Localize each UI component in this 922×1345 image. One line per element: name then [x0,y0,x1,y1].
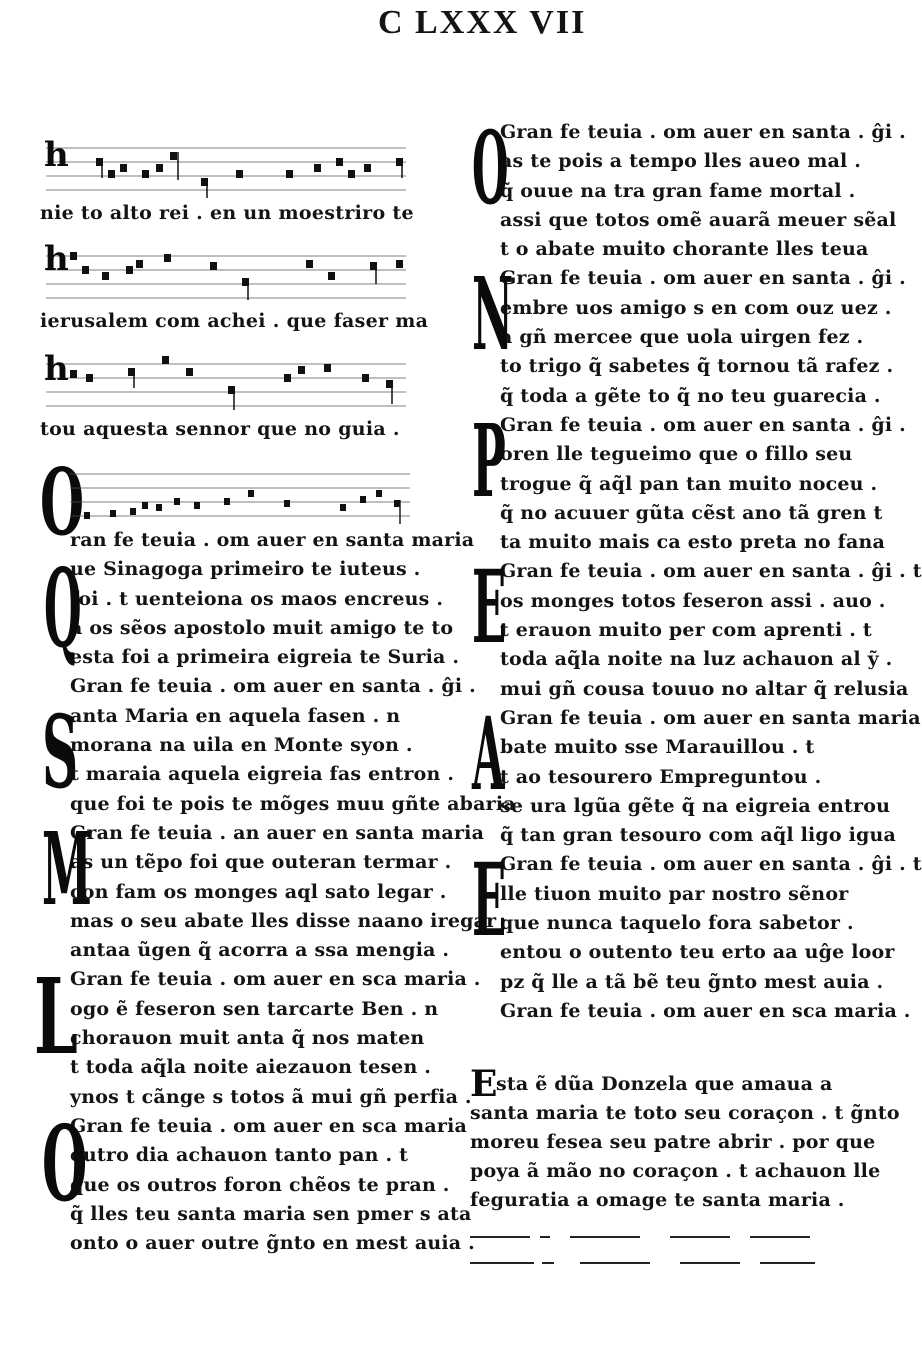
text-line: ran fe teuia . om auer en santa maria [70,529,475,551]
text-line: os monges totos feseron assi . auo . [500,589,886,612]
refrain-line: Gran fe teuia . om auer en sca maria . [500,999,911,1022]
text-line: q̃ lles teu santa maria sen pmer s ata [70,1202,472,1225]
text-line: Gran fe teuia . om auer en santa . ĝi . t [500,560,922,583]
neume-notation [70,460,410,526]
text-line: toda aq̃la noite na luz achauon al ỹ . [500,648,893,671]
lyric-line: ierusalem com achei . que faser ma [40,310,429,332]
text-line: Gran fe teuia . om auer en santa maria [500,706,921,729]
text-line: con fam os monges aql sato legar . [70,880,447,903]
music-staff [70,460,420,526]
text-line: trogue q̃ aq̃l pan tan muito noceu . [500,472,878,495]
lyric-line: tou aquesta sennor que no guia . [40,418,400,440]
ruling-dashes [470,1225,830,1275]
staff-initial: h [44,135,69,175]
text-line: q̃ no acuuer gũta cẽst ano tã gren t [500,501,883,524]
text-line: embre uos amigo s en com ouz uez . [500,296,892,319]
text-line: ue Sinagoga primeiro te iuteus . [70,558,421,581]
text-line: onto o auer outre g̃nto en mest auia . [70,1232,475,1255]
neume-notation [46,130,406,200]
text-line: Gran fe teuia . om auer en santa . ĝi . [70,675,476,698]
text-line: Gran fe teuia . om auer en santa . ĝi . [500,267,906,290]
text-line: Gran fe teuia . om auer en sca maria . [70,968,481,991]
text-line: que nunca taquelo fora sabetor . [500,912,854,935]
text-line: q̃ tan gran tesouro com aq̃l ligo igua [500,824,897,847]
text-line: que foi te pois te mõges muu gñte abaria [70,792,516,815]
stanza [470,694,921,850]
stanza [470,109,906,264]
text-line: entou o outento teu erto aa uĝe loor [500,941,895,964]
large-initial-q: Q [44,546,82,673]
text-line: t ao tesourero Empreguntou . [500,765,822,788]
refrain-block [40,448,475,556]
text-line: a os sẽos apostolo muit amigo te to [70,616,454,639]
text-line: t maraia aquela eigreia fas entron . [70,763,455,786]
stanza [470,401,906,557]
stanza [470,841,922,996]
text-line: outro dia achauon tanto pan . t [70,1144,409,1167]
text-line: t erauon muito per com aprenti . t [500,619,872,642]
music-staff [46,346,420,416]
text-line: oren lle tegueimo que o fillo seu [500,443,853,466]
text-line: esta foi a primeira eigreia te Suria . [70,646,460,669]
folio-number: C LXXX VII [378,4,587,41]
large-initial-o: O [42,1101,88,1225]
large-initial-m: M [42,809,92,928]
stanza [34,955,481,1111]
text-line: as te pois a tempo lles aueo mal . [500,150,862,173]
text-line: t toda aq̃la noite aiezauon tesen . [70,1056,432,1079]
stanza [470,548,922,703]
stanza [40,546,476,701]
text-line: pz q̃ lle a tã bẽ teu g̃nto mest auia . [500,970,884,993]
rubric-text: sta ẽ dũa Donzela que amaua a [496,1073,833,1096]
large-initial-e: E [472,841,507,960]
text-line: santa maria te toto seu coraçon . t g̃nto [470,1102,900,1125]
text-line: to trigo q̃ sabetes q̃ tornou tã rafez . [500,355,894,378]
text-line: ynos t cãnge s totos ã mui gñ perfia . [70,1085,472,1108]
text-line: q̃ ouue na tra gran fame mortal . [500,179,856,202]
text-line: ogo ẽ feseron sen tarcarte Ben . n [70,997,439,1020]
stanza [40,692,516,819]
text-line: bate muito sse Marauillou . t [500,736,815,759]
large-initial-o: O [40,448,85,556]
large-initial-e: E [472,548,507,667]
large-initial-s: S [42,692,79,811]
text-line: se ura lgũa gẽte q̃ na eigreia entrou [500,794,891,817]
text-line: morana na uila en Monte syon . [70,734,413,757]
text-line: as un tẽpo foi que outeran termar . [70,851,452,874]
text-line: Gran fe teuia . om auer en santa . ĝi . t [500,853,922,876]
music-staff [46,130,420,200]
text-line [470,1063,833,1106]
text-line: Gran fe teuia . om auer en santa . ĝi . [500,121,906,143]
stanza [470,255,906,410]
large-initial-a: A [472,694,505,813]
text-line: ta muito mais ca esto preta no fana [500,531,885,554]
text-line: moreu fesea seu patre abrir . por que [470,1131,876,1154]
text-line: anta Maria en aquela fasen . n [70,704,401,727]
music-staff [46,238,420,308]
text-line: mas o seu abate lles disse naano iregar [70,909,497,932]
text-line: Gran fe teuia . om auer en santa . ĝi . [500,413,906,436]
text-line: Gran fe teuia . an auer en santa maria [70,821,485,844]
rubric [470,1063,900,1215]
right-column [470,109,922,1238]
dashed-rules [470,1225,820,1275]
large-initial-n: N [472,255,514,374]
text-line: mui gñ cousa touuo no altar q̃ relusia [500,677,909,700]
lyric-line: nie to alto rei . en un moestriro te [40,202,414,224]
rubric-initial: E [470,1063,498,1106]
text-line: lle tiuon muito par nostro sẽnor [500,882,849,905]
text-line: foi . t uenteiona os maos encreus . [70,587,444,610]
large-initial-l: L [34,955,78,1079]
staff-initial: h [44,349,69,389]
text-line: que os outros foron chẽos te pran . [70,1173,450,1196]
text-line: assi que totos omẽ auarã meuer sẽal [500,208,897,231]
text-line: Gran fe teuia . om auer en sca maria [70,1114,467,1137]
neume-notation [46,238,406,308]
stanza [40,1101,475,1258]
text-line: q̃ toda a gẽte to q̃ no teu guarecia . [500,384,881,407]
left-column [34,130,516,1310]
text-line: t o abate muito chorante lles teua [500,238,869,261]
staff-initial: h [44,239,69,279]
text-line: a gñ mercee que uola uirgen fez . [500,326,864,349]
text-line: feguratia a omage te santa maria . [470,1189,845,1212]
text-line: chorauon muit anta q̃ nos maten [70,1027,425,1050]
large-initial-o: O [472,109,509,227]
stanza [40,809,497,965]
neume-notation [46,346,406,416]
large-initial-p: P [472,401,506,520]
text-line: poya ã mão no coraçon . t achauon lle [470,1160,881,1183]
text-line: antaa ũgen q̃ acorra a ssa mengia . [70,939,450,962]
